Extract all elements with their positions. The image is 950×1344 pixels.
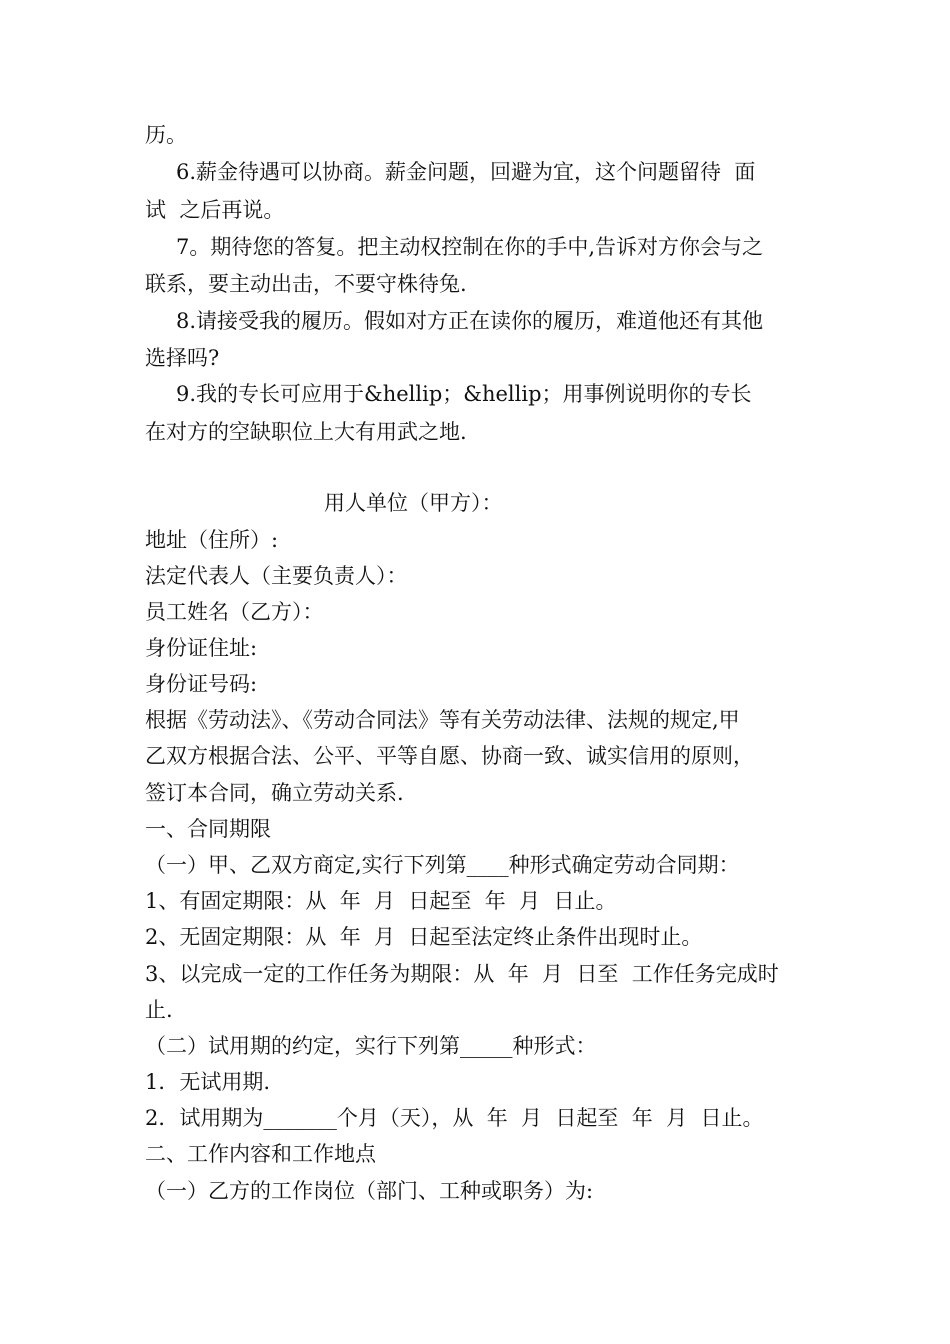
text-line: 9.我的专长可应用于&hellip；&hellip；用事例说明你的专长 <box>176 382 752 406</box>
text-line: 8.请接受我的履历。假如对方正在读你的履历，难道他还有其他 <box>176 309 764 333</box>
section-heading: 二、工作内容和工作地点 <box>145 1142 376 1166</box>
text-line: 1、有固定期限：从 年 月 日起至 年 月 日止。 <box>145 889 617 913</box>
text-line: 试 之后再说。 <box>145 198 285 222</box>
text-line: 2、无固定期限：从 年 月 日起至法定终止条件出现时止。 <box>145 925 703 949</box>
text-line: 员工姓名（乙方）： <box>145 600 324 624</box>
text-line: 选择吗? <box>145 346 220 370</box>
text-line: 2．试用期为_______个月（天），从 年 月 日起至 年 月 日止。 <box>145 1106 764 1130</box>
text-line: 历。 <box>145 123 187 147</box>
text-line: （一）甲、乙双方商定,实行下列第____种形式确定劳动合同期： <box>145 853 740 877</box>
section-heading: 一、合同期限 <box>145 817 271 841</box>
text-line: 联系，要主动出击，不要守株待兔. <box>145 272 467 296</box>
text-line: 身份证号码: <box>145 672 258 696</box>
text-line: 身份证住址: <box>145 636 258 660</box>
text-line: 乙双方根据合法、公平、平等自愿、协商一致、诚实信用的原则， <box>145 744 754 768</box>
text-line: （一）乙方的工作岗位（部门、工种或职务）为: <box>145 1179 594 1203</box>
text-line: 7。期待您的答复。把主动权控制在你的手中,告诉对方你会与之 <box>176 235 764 259</box>
text-line: 3、以完成一定的工作任务为期限：从 年 月 日至 工作任务完成时 <box>145 962 779 986</box>
text-line: 法定代表人（主要负责人）： <box>145 564 408 588</box>
text-line: 地址（住所）: <box>145 528 279 552</box>
text-line: 6.薪金待遇可以协商。薪金问题，回避为宜，这个问题留待 面 <box>176 160 756 184</box>
text-line: （二）试用期的约定，实行下列第_____种形式： <box>145 1034 597 1058</box>
contract-heading: 用人单位（甲方）： <box>324 491 503 515</box>
text-line: 根据《劳动法》、《劳动合同法》等有关劳动法律、法规的规定,甲 <box>145 708 740 732</box>
text-line: 在对方的空缺职位上大有用武之地. <box>145 420 467 444</box>
text-line: 签订本合同，确立劳动关系. <box>145 781 404 805</box>
text-line: 1．无试用期. <box>145 1070 271 1094</box>
text-line: 止. <box>145 998 173 1022</box>
